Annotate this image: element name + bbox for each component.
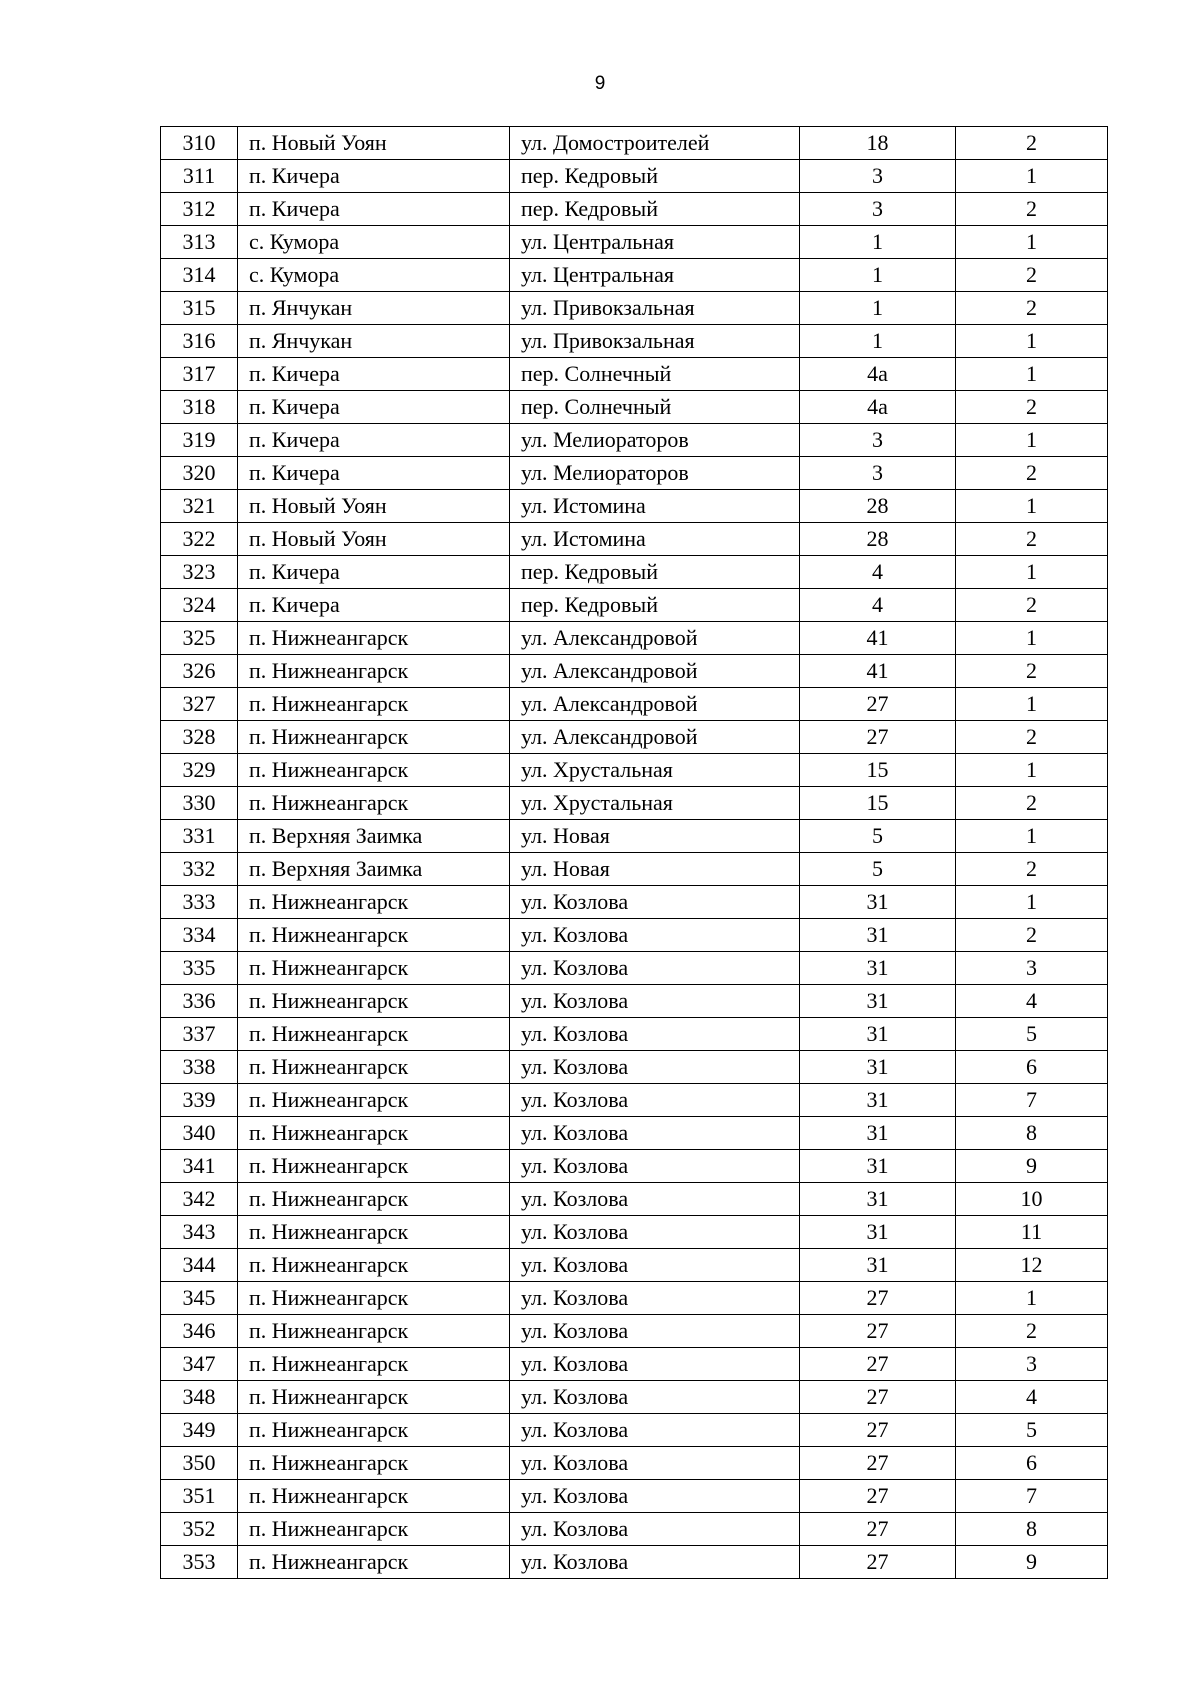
- house-number-cell: 31: [800, 1249, 956, 1282]
- house-number-cell: 1: [800, 325, 956, 358]
- house-number-cell: 5: [800, 853, 956, 886]
- settlement-cell: п. Нижнеангарск: [238, 1018, 510, 1051]
- table-row: [161, 424, 1108, 457]
- address-table-wrapper: [160, 126, 1108, 1579]
- table-row: [161, 1480, 1108, 1513]
- table-row: [161, 919, 1108, 952]
- street-cell: ул. Центральная: [510, 226, 800, 259]
- row-number-cell: 350: [161, 1447, 238, 1480]
- row-number-cell: 339: [161, 1084, 238, 1117]
- street-cell: ул. Козлова: [510, 1414, 800, 1447]
- row-number-cell: 323: [161, 556, 238, 589]
- apartment-number-cell: 2: [956, 292, 1108, 325]
- apartment-number-cell: 1: [956, 1282, 1108, 1315]
- table-row: [161, 1018, 1108, 1051]
- table-row: [161, 1546, 1108, 1579]
- table-row: [161, 1513, 1108, 1546]
- row-number-cell: 347: [161, 1348, 238, 1381]
- settlement-cell: п. Нижнеангарск: [238, 1546, 510, 1579]
- row-number-cell: 312: [161, 193, 238, 226]
- street-cell: ул. Козлова: [510, 1315, 800, 1348]
- apartment-number-cell: 1: [956, 754, 1108, 787]
- house-number-cell: 31: [800, 1084, 956, 1117]
- table-row: [161, 457, 1108, 490]
- table-row: [161, 754, 1108, 787]
- apartment-number-cell: 8: [956, 1513, 1108, 1546]
- settlement-cell: п. Янчукан: [238, 325, 510, 358]
- settlement-cell: п. Янчукан: [238, 292, 510, 325]
- house-number-cell: 27: [800, 1480, 956, 1513]
- table-row: [161, 259, 1108, 292]
- table-row: [161, 1150, 1108, 1183]
- apartment-number-cell: 2: [956, 1315, 1108, 1348]
- street-cell: ул. Хрустальная: [510, 787, 800, 820]
- house-number-cell: 31: [800, 1183, 956, 1216]
- street-cell: ул. Мелиораторов: [510, 457, 800, 490]
- row-number-cell: 310: [161, 127, 238, 160]
- settlement-cell: п. Нижнеангарск: [238, 1381, 510, 1414]
- settlement-cell: п. Нижнеангарск: [238, 787, 510, 820]
- apartment-number-cell: 2: [956, 523, 1108, 556]
- street-cell: ул. Козлова: [510, 952, 800, 985]
- house-number-cell: 27: [800, 1447, 956, 1480]
- table-row: [161, 325, 1108, 358]
- apartment-number-cell: 9: [956, 1546, 1108, 1579]
- table-row: [161, 688, 1108, 721]
- apartment-number-cell: 2: [956, 391, 1108, 424]
- house-number-cell: 27: [800, 1381, 956, 1414]
- apartment-number-cell: 1: [956, 886, 1108, 919]
- street-cell: ул. Козлова: [510, 1546, 800, 1579]
- row-number-cell: 330: [161, 787, 238, 820]
- street-cell: пер. Кедровый: [510, 193, 800, 226]
- house-number-cell: 27: [800, 688, 956, 721]
- house-number-cell: 27: [800, 721, 956, 754]
- street-cell: ул. Козлова: [510, 1018, 800, 1051]
- street-cell: ул. Козлова: [510, 1150, 800, 1183]
- street-cell: ул. Хрустальная: [510, 754, 800, 787]
- apartment-number-cell: 2: [956, 259, 1108, 292]
- address-table-body: [161, 127, 1108, 1579]
- street-cell: ул. Александровой: [510, 622, 800, 655]
- street-cell: пер. Кедровый: [510, 160, 800, 193]
- apartment-number-cell: 10: [956, 1183, 1108, 1216]
- row-number-cell: 346: [161, 1315, 238, 1348]
- apartment-number-cell: 4: [956, 1381, 1108, 1414]
- table-row: [161, 1249, 1108, 1282]
- row-number-cell: 334: [161, 919, 238, 952]
- table-row: [161, 1282, 1108, 1315]
- settlement-cell: п. Нижнеангарск: [238, 1084, 510, 1117]
- settlement-cell: с. Кумора: [238, 259, 510, 292]
- row-number-cell: 324: [161, 589, 238, 622]
- row-number-cell: 320: [161, 457, 238, 490]
- settlement-cell: п. Нижнеангарск: [238, 1282, 510, 1315]
- street-cell: ул. Домостроителей: [510, 127, 800, 160]
- table-row: [161, 292, 1108, 325]
- settlement-cell: п. Нижнеангарск: [238, 688, 510, 721]
- row-number-cell: 338: [161, 1051, 238, 1084]
- street-cell: ул. Козлова: [510, 1282, 800, 1315]
- house-number-cell: 27: [800, 1414, 956, 1447]
- street-cell: ул. Козлова: [510, 1513, 800, 1546]
- house-number-cell: 31: [800, 952, 956, 985]
- row-number-cell: 328: [161, 721, 238, 754]
- row-number-cell: 316: [161, 325, 238, 358]
- settlement-cell: п. Новый Уоян: [238, 490, 510, 523]
- address-table: [160, 126, 1108, 1579]
- house-number-cell: 41: [800, 655, 956, 688]
- table-row: [161, 226, 1108, 259]
- apartment-number-cell: 7: [956, 1084, 1108, 1117]
- table-row: [161, 820, 1108, 853]
- house-number-cell: 4а: [800, 358, 956, 391]
- row-number-cell: 318: [161, 391, 238, 424]
- house-number-cell: 28: [800, 523, 956, 556]
- settlement-cell: п. Кичера: [238, 457, 510, 490]
- house-number-cell: 3: [800, 457, 956, 490]
- street-cell: ул. Привокзальная: [510, 325, 800, 358]
- street-cell: ул. Центральная: [510, 259, 800, 292]
- apartment-number-cell: 2: [956, 853, 1108, 886]
- row-number-cell: 349: [161, 1414, 238, 1447]
- table-row: [161, 490, 1108, 523]
- table-row: [161, 1051, 1108, 1084]
- settlement-cell: п. Новый Уоян: [238, 523, 510, 556]
- settlement-cell: п. Нижнеангарск: [238, 1150, 510, 1183]
- house-number-cell: 31: [800, 1150, 956, 1183]
- street-cell: ул. Козлова: [510, 1183, 800, 1216]
- street-cell: ул. Козлова: [510, 1480, 800, 1513]
- house-number-cell: 18: [800, 127, 956, 160]
- street-cell: ул. Козлова: [510, 1117, 800, 1150]
- house-number-cell: 1: [800, 259, 956, 292]
- row-number-cell: 314: [161, 259, 238, 292]
- settlement-cell: с. Кумора: [238, 226, 510, 259]
- table-row: [161, 1381, 1108, 1414]
- apartment-number-cell: 4: [956, 985, 1108, 1018]
- house-number-cell: 1: [800, 226, 956, 259]
- row-number-cell: 319: [161, 424, 238, 457]
- settlement-cell: п. Кичера: [238, 160, 510, 193]
- settlement-cell: п. Нижнеангарск: [238, 1348, 510, 1381]
- house-number-cell: 31: [800, 1051, 956, 1084]
- row-number-cell: 344: [161, 1249, 238, 1282]
- table-row: [161, 1216, 1108, 1249]
- table-row: [161, 1084, 1108, 1117]
- table-row: [161, 985, 1108, 1018]
- house-number-cell: 15: [800, 787, 956, 820]
- apartment-number-cell: 1: [956, 688, 1108, 721]
- house-number-cell: 31: [800, 1216, 956, 1249]
- settlement-cell: п. Нижнеангарск: [238, 1216, 510, 1249]
- settlement-cell: п. Нижнеангарск: [238, 721, 510, 754]
- settlement-cell: п. Нижнеангарск: [238, 1315, 510, 1348]
- table-row: [161, 1447, 1108, 1480]
- street-cell: ул. Александровой: [510, 721, 800, 754]
- apartment-number-cell: 2: [956, 457, 1108, 490]
- street-cell: ул. Козлова: [510, 1447, 800, 1480]
- settlement-cell: п. Нижнеангарск: [238, 1249, 510, 1282]
- street-cell: ул. Истомина: [510, 490, 800, 523]
- page-number: 9: [594, 73, 606, 94]
- apartment-number-cell: 6: [956, 1051, 1108, 1084]
- house-number-cell: 31: [800, 919, 956, 952]
- house-number-cell: 28: [800, 490, 956, 523]
- row-number-cell: 342: [161, 1183, 238, 1216]
- table-row: [161, 556, 1108, 589]
- street-cell: ул. Новая: [510, 853, 800, 886]
- settlement-cell: п. Кичера: [238, 193, 510, 226]
- table-row: [161, 127, 1108, 160]
- house-number-cell: 31: [800, 1018, 956, 1051]
- row-number-cell: 348: [161, 1381, 238, 1414]
- table-row: [161, 1348, 1108, 1381]
- settlement-cell: п. Нижнеангарск: [238, 886, 510, 919]
- house-number-cell: 31: [800, 1117, 956, 1150]
- table-row: [161, 391, 1108, 424]
- settlement-cell: п. Новый Уоян: [238, 127, 510, 160]
- settlement-cell: п. Верхняя Заимка: [238, 853, 510, 886]
- settlement-cell: п. Верхняя Заимка: [238, 820, 510, 853]
- house-number-cell: 4: [800, 556, 956, 589]
- settlement-cell: п. Нижнеангарск: [238, 1183, 510, 1216]
- apartment-number-cell: 7: [956, 1480, 1108, 1513]
- apartment-number-cell: 2: [956, 589, 1108, 622]
- street-cell: ул. Новая: [510, 820, 800, 853]
- street-cell: пер. Солнечный: [510, 391, 800, 424]
- house-number-cell: 27: [800, 1282, 956, 1315]
- row-number-cell: 335: [161, 952, 238, 985]
- row-number-cell: 336: [161, 985, 238, 1018]
- settlement-cell: п. Нижнеангарск: [238, 1051, 510, 1084]
- house-number-cell: 1: [800, 292, 956, 325]
- settlement-cell: п. Нижнеангарск: [238, 1480, 510, 1513]
- row-number-cell: 321: [161, 490, 238, 523]
- apartment-number-cell: 1: [956, 820, 1108, 853]
- apartment-number-cell: 2: [956, 655, 1108, 688]
- table-row: [161, 160, 1108, 193]
- apartment-number-cell: 8: [956, 1117, 1108, 1150]
- settlement-cell: п. Нижнеангарск: [238, 952, 510, 985]
- row-number-cell: 326: [161, 655, 238, 688]
- settlement-cell: п. Нижнеангарск: [238, 1447, 510, 1480]
- street-cell: ул. Александровой: [510, 688, 800, 721]
- row-number-cell: 351: [161, 1480, 238, 1513]
- row-number-cell: 345: [161, 1282, 238, 1315]
- table-row: [161, 1117, 1108, 1150]
- settlement-cell: п. Нижнеангарск: [238, 1513, 510, 1546]
- settlement-cell: п. Нижнеангарск: [238, 655, 510, 688]
- apartment-number-cell: 2: [956, 721, 1108, 754]
- table-row: [161, 655, 1108, 688]
- settlement-cell: п. Нижнеангарск: [238, 919, 510, 952]
- house-number-cell: 31: [800, 886, 956, 919]
- settlement-cell: п. Кичера: [238, 589, 510, 622]
- table-row: [161, 787, 1108, 820]
- street-cell: ул. Козлова: [510, 919, 800, 952]
- row-number-cell: 332: [161, 853, 238, 886]
- row-number-cell: 331: [161, 820, 238, 853]
- house-number-cell: 27: [800, 1315, 956, 1348]
- apartment-number-cell: 1: [956, 622, 1108, 655]
- street-cell: ул. Александровой: [510, 655, 800, 688]
- house-number-cell: 4: [800, 589, 956, 622]
- house-number-cell: 3: [800, 424, 956, 457]
- table-row: [161, 622, 1108, 655]
- apartment-number-cell: 1: [956, 358, 1108, 391]
- settlement-cell: п. Кичера: [238, 424, 510, 457]
- apartment-number-cell: 3: [956, 952, 1108, 985]
- apartment-number-cell: 5: [956, 1414, 1108, 1447]
- table-row: [161, 1315, 1108, 1348]
- street-cell: пер. Солнечный: [510, 358, 800, 391]
- table-row: [161, 721, 1108, 754]
- street-cell: ул. Козлова: [510, 886, 800, 919]
- row-number-cell: 353: [161, 1546, 238, 1579]
- apartment-number-cell: 3: [956, 1348, 1108, 1381]
- apartment-number-cell: 2: [956, 127, 1108, 160]
- table-row: [161, 886, 1108, 919]
- row-number-cell: 341: [161, 1150, 238, 1183]
- row-number-cell: 325: [161, 622, 238, 655]
- street-cell: ул. Козлова: [510, 1348, 800, 1381]
- apartment-number-cell: 6: [956, 1447, 1108, 1480]
- apartment-number-cell: 1: [956, 226, 1108, 259]
- row-number-cell: 340: [161, 1117, 238, 1150]
- settlement-cell: п. Кичера: [238, 556, 510, 589]
- row-number-cell: 327: [161, 688, 238, 721]
- street-cell: ул. Истомина: [510, 523, 800, 556]
- table-row: [161, 1414, 1108, 1447]
- row-number-cell: 322: [161, 523, 238, 556]
- row-number-cell: 337: [161, 1018, 238, 1051]
- table-row: [161, 1183, 1108, 1216]
- table-row: [161, 193, 1108, 226]
- apartment-number-cell: 2: [956, 919, 1108, 952]
- house-number-cell: 15: [800, 754, 956, 787]
- apartment-number-cell: 1: [956, 160, 1108, 193]
- apartment-number-cell: 9: [956, 1150, 1108, 1183]
- apartment-number-cell: 12: [956, 1249, 1108, 1282]
- apartment-number-cell: 5: [956, 1018, 1108, 1051]
- settlement-cell: п. Нижнеангарск: [238, 754, 510, 787]
- street-cell: ул. Козлова: [510, 1051, 800, 1084]
- row-number-cell: 315: [161, 292, 238, 325]
- settlement-cell: п. Кичера: [238, 391, 510, 424]
- street-cell: пер. Кедровый: [510, 556, 800, 589]
- house-number-cell: 27: [800, 1513, 956, 1546]
- row-number-cell: 343: [161, 1216, 238, 1249]
- house-number-cell: 27: [800, 1546, 956, 1579]
- table-row: [161, 589, 1108, 622]
- settlement-cell: п. Кичера: [238, 358, 510, 391]
- apartment-number-cell: 1: [956, 490, 1108, 523]
- street-cell: пер. Кедровый: [510, 589, 800, 622]
- apartment-number-cell: 2: [956, 787, 1108, 820]
- house-number-cell: 5: [800, 820, 956, 853]
- street-cell: ул. Козлова: [510, 1381, 800, 1414]
- row-number-cell: 333: [161, 886, 238, 919]
- house-number-cell: 31: [800, 985, 956, 1018]
- settlement-cell: п. Нижнеангарск: [238, 1117, 510, 1150]
- apartment-number-cell: 1: [956, 325, 1108, 358]
- row-number-cell: 329: [161, 754, 238, 787]
- street-cell: ул. Козлова: [510, 1216, 800, 1249]
- row-number-cell: 313: [161, 226, 238, 259]
- table-row: [161, 523, 1108, 556]
- apartment-number-cell: 1: [956, 424, 1108, 457]
- street-cell: ул. Мелиораторов: [510, 424, 800, 457]
- house-number-cell: 3: [800, 160, 956, 193]
- settlement-cell: п. Нижнеангарск: [238, 1414, 510, 1447]
- row-number-cell: 352: [161, 1513, 238, 1546]
- row-number-cell: 317: [161, 358, 238, 391]
- street-cell: ул. Козлова: [510, 1084, 800, 1117]
- house-number-cell: 4а: [800, 391, 956, 424]
- street-cell: ул. Козлова: [510, 985, 800, 1018]
- apartment-number-cell: 11: [956, 1216, 1108, 1249]
- apartment-number-cell: 1: [956, 556, 1108, 589]
- row-number-cell: 311: [161, 160, 238, 193]
- house-number-cell: 27: [800, 1348, 956, 1381]
- house-number-cell: 41: [800, 622, 956, 655]
- table-row: [161, 358, 1108, 391]
- settlement-cell: п. Нижнеангарск: [238, 622, 510, 655]
- street-cell: ул. Привокзальная: [510, 292, 800, 325]
- table-row: [161, 853, 1108, 886]
- house-number-cell: 3: [800, 193, 956, 226]
- settlement-cell: п. Нижнеангарск: [238, 985, 510, 1018]
- apartment-number-cell: 2: [956, 193, 1108, 226]
- table-row: [161, 952, 1108, 985]
- street-cell: ул. Козлова: [510, 1249, 800, 1282]
